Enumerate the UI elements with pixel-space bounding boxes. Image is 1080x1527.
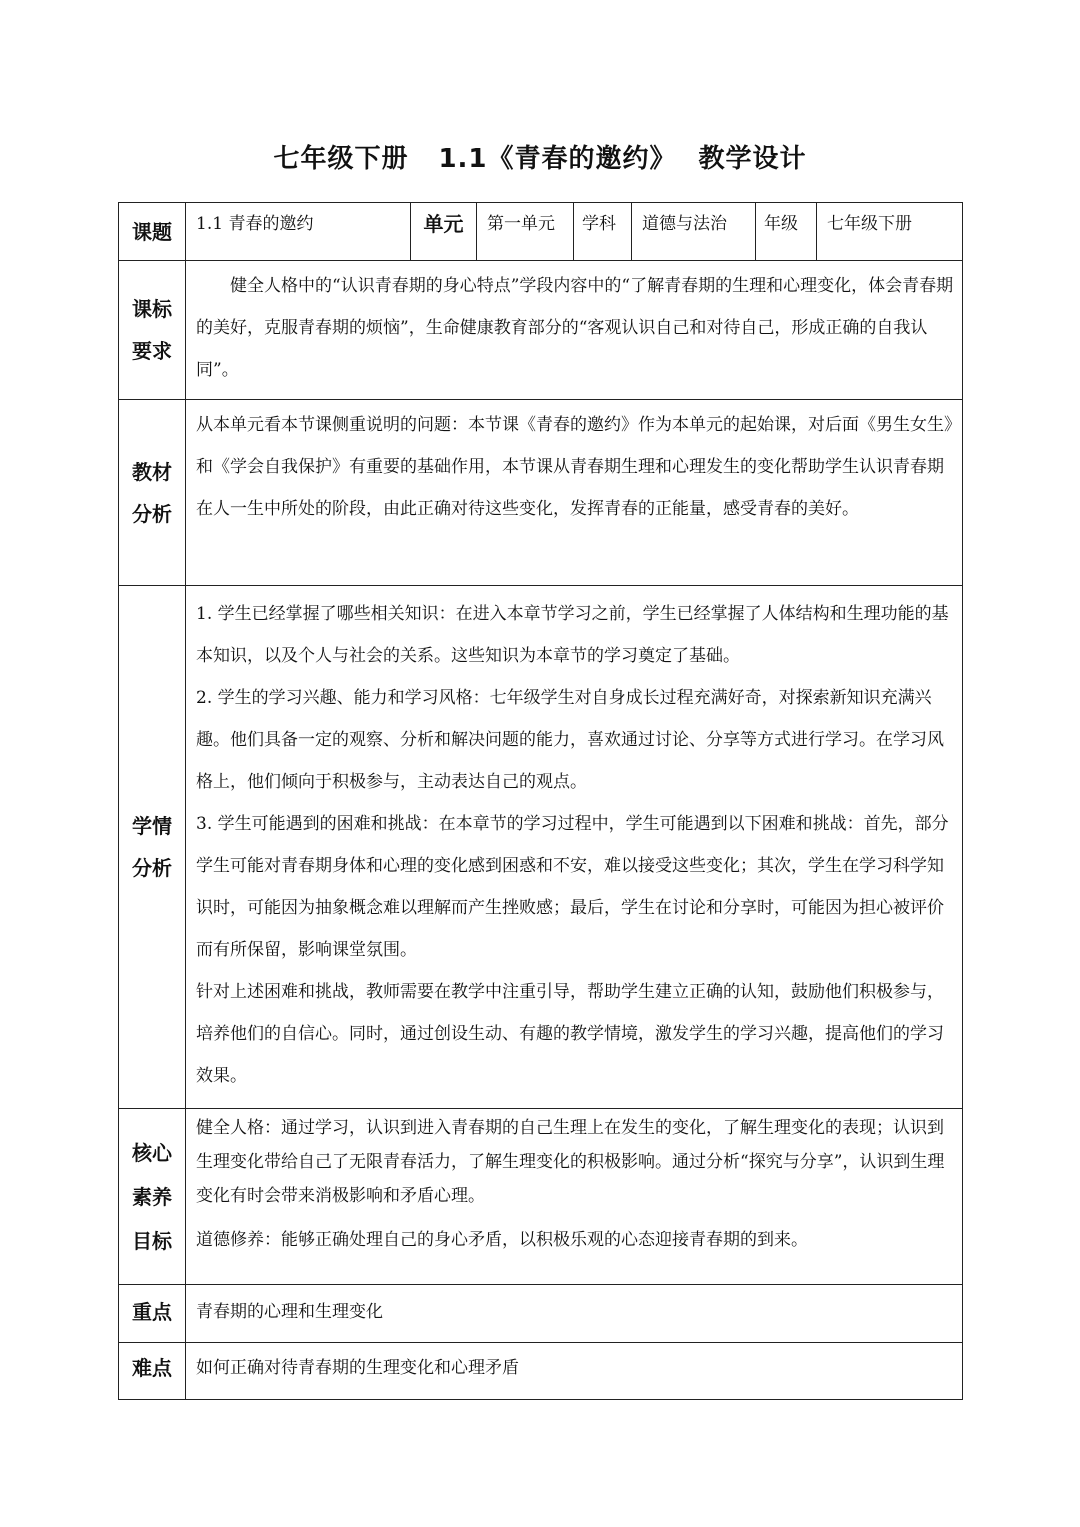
difficulty-label: 难点	[119, 1343, 186, 1400]
curriculum-text: 健全人格中的“认识青春期的身心特点”学段内容中的“了解青春期的生理和心理变化，体会青春期的美好，克服青春期的烦恼”，生命健康教育部分的“客观认识自己和对待自己，形成正确的自我认同”。	[196, 276, 954, 380]
core-cell	[186, 1109, 963, 1285]
title-grade: 七年级下册	[273, 144, 409, 174]
learners-p3: 3. 学生可能遇到的困难和挑战：在本章节的学习过程中，学生可能遇到以下困难和挑战：首先，部分学生可能对青春期身体和心理的变化感到困惑和不安，难以接受这些变化；其次，学生在学习科学知识时，可能因为抽象概念难以理解而产生挫败感；最后，学生在讨论和分享时，可能因为担心被评价而有所保留，影响课堂氛围。	[196, 814, 949, 960]
topic-label: 课题	[119, 203, 186, 261]
textbook-cell	[186, 400, 963, 586]
key-point-label: 重点	[119, 1285, 186, 1343]
grade-value: 七年级下册	[817, 203, 963, 261]
header-row	[119, 203, 963, 261]
subject-label: 学科	[574, 203, 632, 261]
core-p1: 健全人格：通过学习，认识到进入青春期的自己生理上在发生的变化，了解生理变化的表现；认识到生理变化带给自己了无限青春活力，了解生理变化的积极影响。通过分析“探究与分享”，认识到生理变化有时会带来消极影响和矛盾心理。	[196, 1118, 945, 1206]
unit-label: 单元	[411, 203, 477, 261]
subject-value: 道德与法治	[632, 203, 756, 261]
unit-value: 第一单元	[477, 203, 574, 261]
curriculum-label: 课标要求	[119, 261, 186, 400]
document-title	[0, 138, 1080, 175]
grade-label: 年级	[756, 203, 817, 261]
learners-label: 学情分析	[119, 586, 186, 1109]
textbook-row	[119, 400, 963, 586]
key-point-row	[119, 1285, 963, 1343]
topic-value: 1.1 青春的邀约	[186, 203, 411, 261]
learners-p1: 1. 学生已经掌握了哪些相关知识：在进入本章节学习之前，学生已经掌握了人体结构和生理功能的基本知识，以及个人与社会的关系。这些知识为本章节的学习奠定了基础。	[196, 604, 949, 666]
textbook-label: 教材分析	[119, 400, 186, 586]
learners-cell	[186, 586, 963, 1109]
curriculum-cell	[186, 261, 963, 400]
curriculum-row	[119, 261, 963, 400]
key-point-text: 青春期的心理和生理变化	[186, 1285, 963, 1343]
title-lesson: 1.1《青春的邀约》	[438, 144, 677, 174]
learners-p2: 2. 学生的学习兴趣、能力和学习风格：七年级学生对自身成长过程充满好奇，对探索新知识充满兴趣。他们具备一定的观察、分析和解决问题的能力，喜欢通过讨论、分享等方式进行学习。在学习风格上，他们倾向于积极参与，主动表达自己的观点。	[196, 688, 944, 792]
core-row	[119, 1109, 963, 1285]
lesson-plan-table	[118, 202, 963, 1400]
difficulty-row	[119, 1343, 963, 1400]
learners-p4: 针对上述困难和挑战，教师需要在教学中注重引导，帮助学生建立正确的认知，鼓励他们积极参与，培养他们的自信心。同时，通过创设生动、有趣的教学情境，激发学生的学习兴趣，提高他们的学习效果。	[196, 982, 944, 1086]
learners-row	[119, 586, 963, 1109]
title-type: 教学设计	[698, 144, 807, 174]
core-p2: 道德修养：能够正确处理自己的身心矛盾，以积极乐观的心态迎接青春期的到来。	[196, 1230, 808, 1250]
core-label: 核心素养目标	[119, 1109, 186, 1285]
textbook-text: 从本单元看本节课侧重说明的问题：本节课《青春的邀约》作为本单元的起始课，对后面《男生女生》和《学会自我保护》有重要的基础作用，本节课从青春期生理和心理发生的变化帮助学生认识青春期在人一生中所处的阶段，由此正确对待这些变化，发挥青春的正能量，感受青春的美好。	[196, 415, 953, 519]
difficulty-text: 如何正确对待青春期的生理变化和心理矛盾	[186, 1343, 963, 1400]
